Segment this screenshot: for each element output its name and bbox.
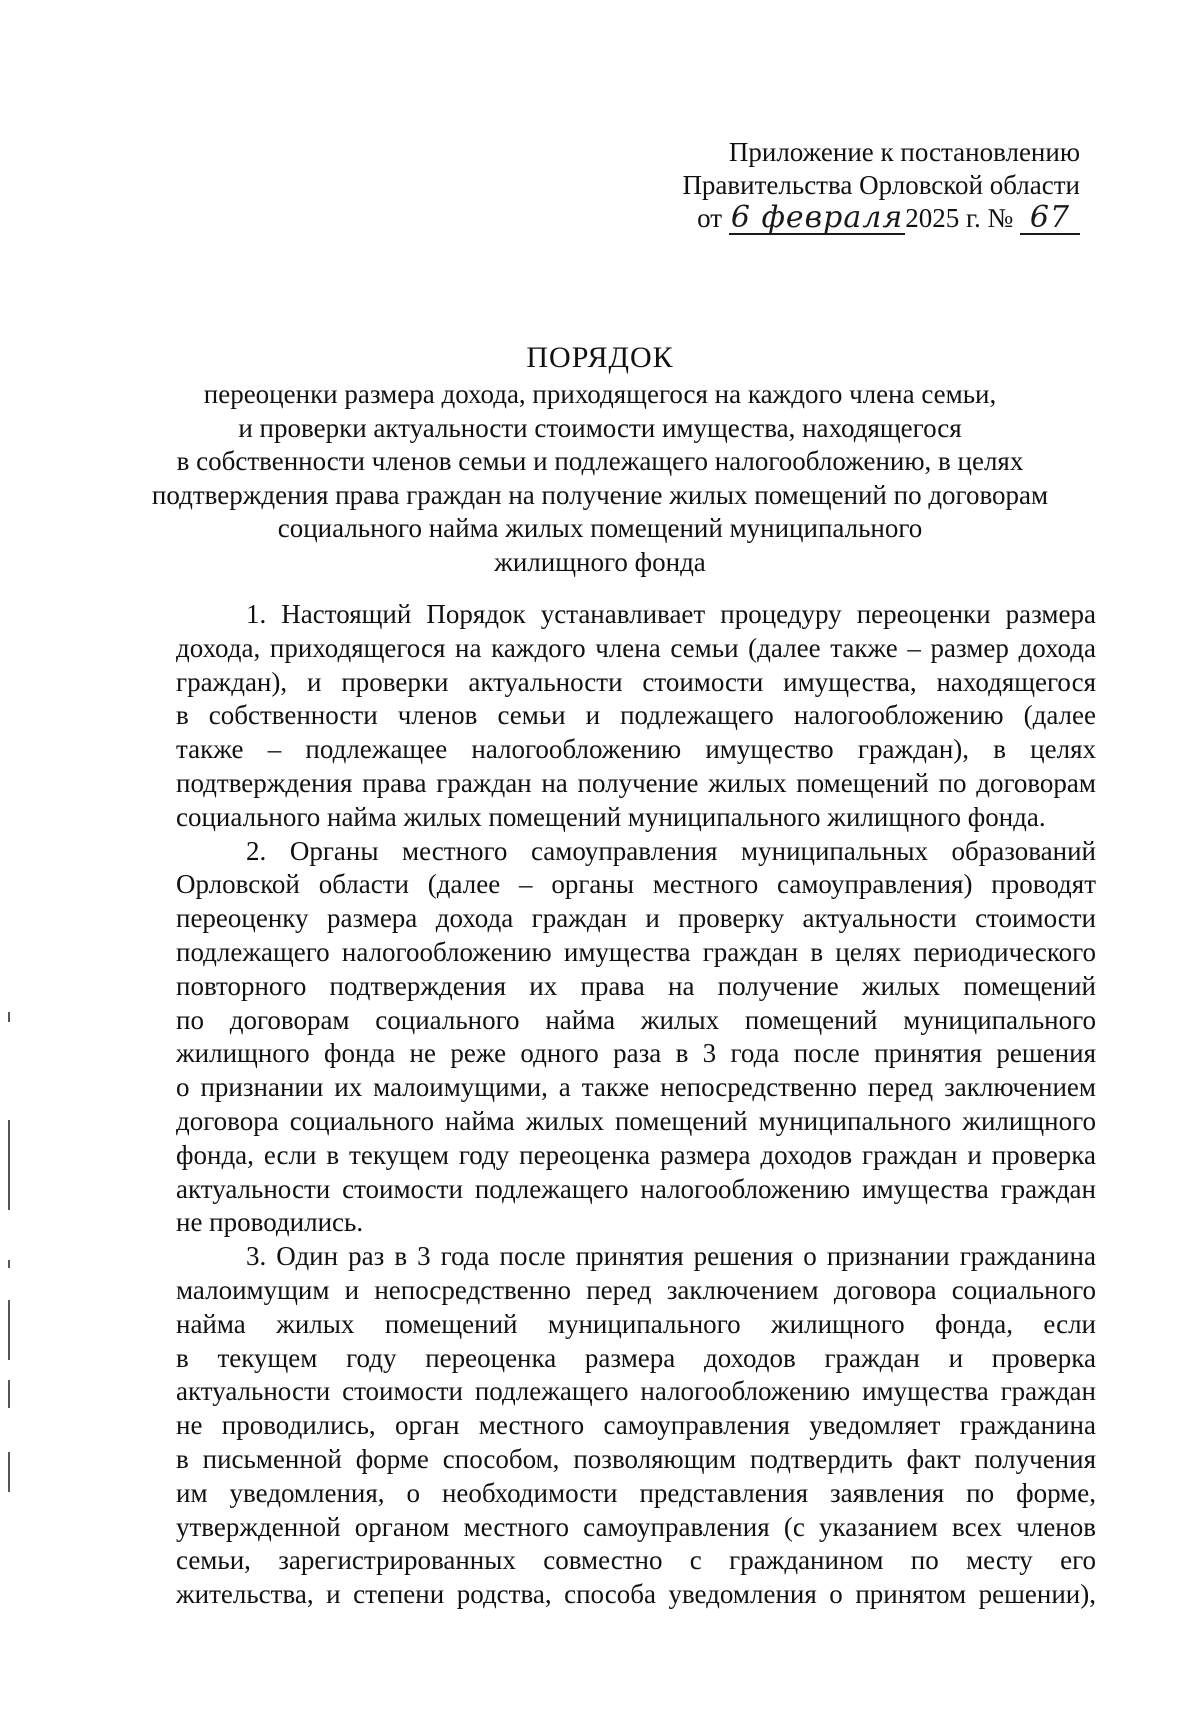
paragraph-line: граждан), и проверки актуальности стоимости имущества, находящегося — [176, 666, 1096, 697]
paragraph-line: дохода, приходящегося на каждого члена семьи (далее также – размер дохода — [176, 632, 1096, 663]
paragraph-1 — [176, 598, 1096, 835]
paragraph-line: повторного подтверждения их права на получение жилых помещений — [176, 970, 1096, 1001]
paragraph-line: найма жилых помещений муниципального жилищного фонда, если — [176, 1308, 1096, 1339]
paragraph-2 — [176, 835, 1096, 1241]
paragraph-line: также – подлежащее налогообложению имущество граждан), в целях — [176, 734, 1096, 765]
document-title: ПОРЯДОК — [526, 341, 674, 374]
document-body — [176, 598, 1096, 1612]
paragraph-line: социального найма жилых помещений муниципального жилищного фонда. — [176, 801, 1046, 832]
paragraph-line: в текущем году переоценка размера доходов граждан и проверка — [176, 1342, 1096, 1373]
paragraph-line: по договорам социального найма жилых помещений муниципального — [176, 1004, 1096, 1035]
paragraph-line: не проводились. — [176, 1207, 364, 1238]
paragraph-line: в письменной форме способом, позволяющим подтвердить факт получения — [176, 1443, 1096, 1474]
subtitle-line: подтверждения права граждан на получение жилых помещений по договорам — [151, 479, 1049, 510]
paragraph-line: семьи, зарегистрированных совместно с гражданином по месту его — [176, 1545, 1096, 1576]
paragraph-line: актуальности стоимости подлежащего налогообложению имущества граждан — [176, 1376, 1096, 1407]
paragraph-line: им уведомления, о необходимости представления заявления по форме, — [176, 1477, 1096, 1508]
subtitle-line: в собственности членов семьи и подлежащего налогообложению, в целях — [176, 446, 1024, 476]
paragraph-line: в собственности членов семьи и подлежащего налогообложению (далее — [176, 700, 1096, 731]
paragraph-line: договора социального найма жилых помещений муниципального жилищного — [176, 1105, 1096, 1136]
appendix-line-1: Приложение к постановлению — [728, 137, 1080, 167]
paragraph-line: актуальности стоимости подлежащего налогообложению имущества граждан — [176, 1173, 1096, 1204]
subtitle-line: жилищного фонда — [494, 546, 706, 577]
handwritten-date: 6 февраля — [730, 200, 904, 235]
paragraph-line: 3. Один раз в 3 года после принятия решения о признании гражданина — [246, 1241, 1096, 1272]
scan-margin-marks — [8, 1000, 12, 1520]
handwritten-number: 67 — [1020, 203, 1080, 235]
subtitle-line: социального найма жилых помещений муниципального — [277, 513, 923, 543]
paragraph-line: фонда, если в текущем году переоценка размера доходов граждан и проверка — [176, 1139, 1096, 1170]
paragraph-line: малоимущим и непосредственно перед заключением договора социального — [176, 1274, 1096, 1305]
appendix-line-2: Правительства Орловской области — [682, 170, 1080, 200]
paragraph-line: подтверждения права граждан на получение жилых помещений по договорам — [176, 767, 1096, 798]
paragraph-line: утвержденной органом местного самоуправления (с указанием всех членов — [176, 1511, 1096, 1542]
appendix-year: 2025 г. № — [905, 203, 1014, 233]
appendix-reference — [640, 136, 1080, 235]
paragraph-line: подлежащего налогообложению имущества граждан в целях периодического — [176, 936, 1096, 967]
paragraph-line: о признании их малоимущими, а также непосредственно перед заключением — [176, 1072, 1096, 1103]
subtitle-line: и проверки актуальности стоимости имущества, находящегося — [238, 412, 962, 443]
paragraph-line: Орловской области (далее – органы местного самоуправления) проводят — [176, 869, 1096, 900]
document-subtitle — [120, 378, 1080, 579]
paragraph-line: жительства, и степени родства, способа уведомления о принятом решении), — [176, 1579, 1096, 1610]
paragraph-3 — [176, 1240, 1096, 1612]
appendix-line-3 — [640, 202, 1080, 235]
appendix-prefix: от — [697, 203, 723, 233]
paragraph-line: 2. Органы местного самоуправления муниципальных образований — [246, 835, 1096, 866]
subtitle-line: переоценки размера дохода, приходящегося на каждого члена семьи, — [203, 379, 997, 409]
paragraph-line: не проводились, орган местного самоуправления уведомляет гражданина — [176, 1410, 1096, 1441]
paragraph-line: жилищного фонда не реже одного раза в 3 года после принятия решения — [176, 1038, 1096, 1069]
paragraph-line: переоценку размера дохода граждан и проверку актуальности стоимости — [176, 903, 1096, 934]
paragraph-line: 1. Настоящий Порядок устанавливает процедуру переоценки размера — [246, 599, 1096, 629]
